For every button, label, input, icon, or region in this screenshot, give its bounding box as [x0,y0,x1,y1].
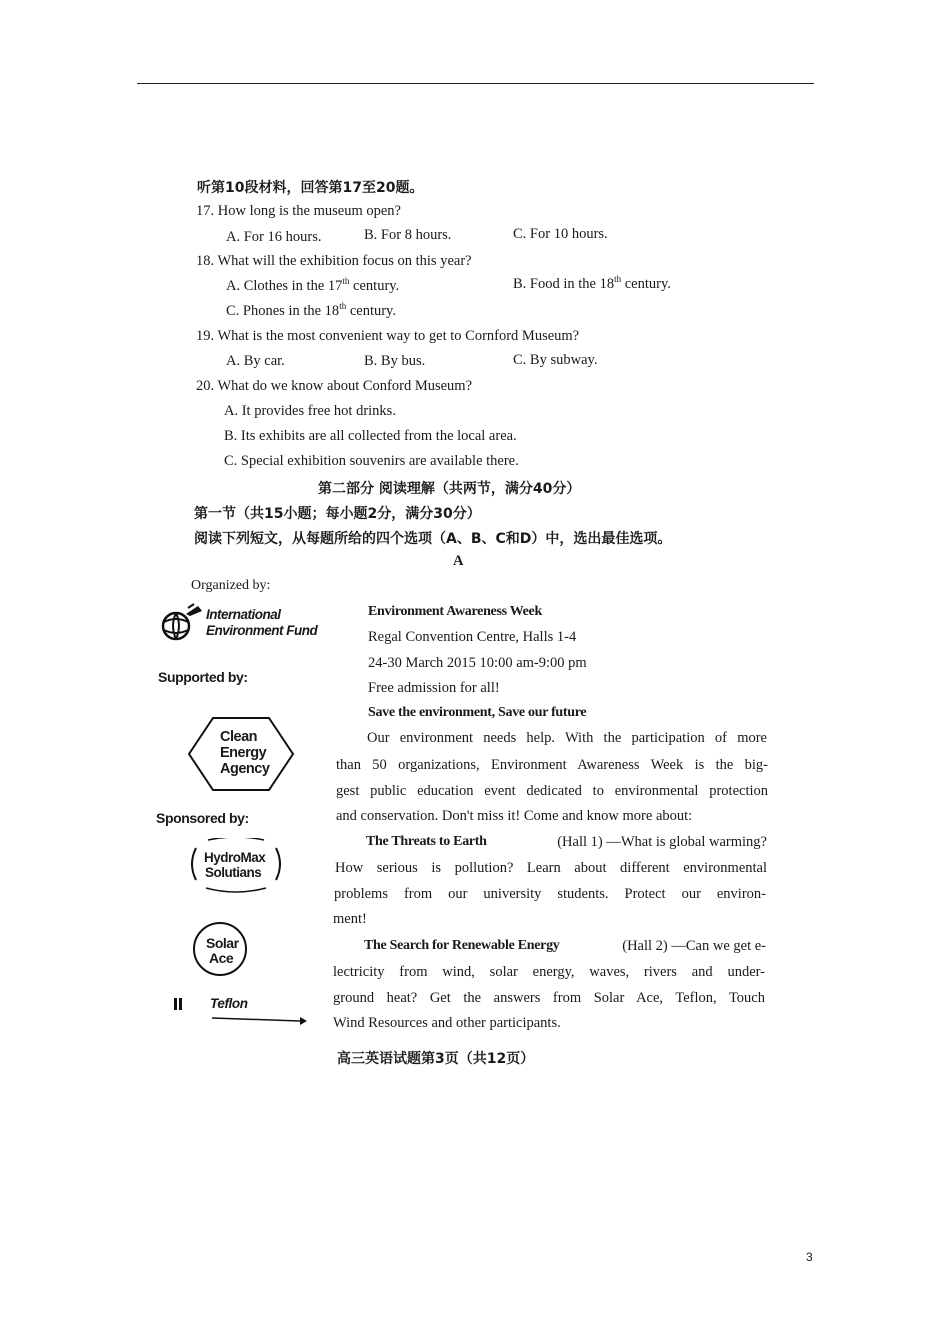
q20-option-b: B. Its exhibits are all collected from the local area. [224,428,517,444]
question-number: 20. [196,378,215,394]
question-number: 19. [196,328,215,344]
sponsor3-name: Teflon [210,996,248,1011]
sponsor2-line1: Solar [206,935,239,951]
paragraph2-heading-line [366,834,767,851]
renewable-heading: The Search for Renewable Energy [364,938,560,953]
q19-option-c: C. By subway. [513,352,598,368]
event-slogan: Save the environment, Save our future [368,705,587,720]
organizer-name-line1: International [206,607,281,622]
organized-by-label: Organized by: [191,578,271,593]
paragraph1-line2: than 50 organizations, Environment Awareness Week is the big- [336,757,768,773]
passage-label: A [453,553,464,569]
q17-option-c: C. For 10 hours. [513,226,608,242]
paragraph1-line4: and conservation. Don't miss it! Come and know more about: [336,808,693,824]
solar-ace-logo [192,921,248,977]
paragraph2-line2: problems from our university students. Protect our environ- [334,886,766,902]
question-text: What do we know about Conford Museum? [217,378,473,394]
question-number: 17. [196,203,215,219]
question-text: How long is the museum open? [217,203,401,219]
listening-intro: 听第10段材料，回答第17至20题。 [197,180,424,196]
q18-option-a: A. Clothes in the 17th century. [226,276,400,294]
organizer-name-line2: Environment Fund [206,623,318,638]
q18-option-c: C. Phones in the 18th century. [226,301,396,319]
header-rule [137,83,814,84]
section1-title: 第一节（共15小题；每小题2分，满分30分） [194,506,481,522]
sponsored-by-label: Sponsored by: [156,810,249,826]
globe-figure-icon [158,602,204,644]
hydromax-logo [186,838,286,894]
q17-option-b: B. For 8 hours. [364,227,452,243]
supporter-line3: Agency [220,761,270,777]
q19-option-b: B. By bus. [364,353,426,369]
paragraph3-line3: Wind Resources and other participants. [333,1015,561,1031]
clean-energy-agency-logo [187,716,295,792]
international-environment-fund-logo [158,602,328,646]
supported-by-label: Supported by: [158,669,248,685]
part2-title: 第二部分 阅读理解（共两节，满分40分） [318,481,581,497]
paragraph3-line1: lectricity from wind, solar energy, waves, rivers and under- [333,964,765,980]
sponsor1-line2: Solutians [205,865,262,880]
threats-hall: (Hall 1) —What is global warming? [557,834,767,850]
renewable-hall: (Hall 2) —Can we get e- [622,938,766,954]
threats-heading: The Threats to Earth [366,834,487,849]
question-20 [196,378,472,395]
question-text: What will the exhibition focus on this year? [217,253,472,269]
sponsor2-line2: Ace [209,950,234,966]
reading-instructions: 阅读下列短文，从每题所给的四个选项（A、B、C和D）中，选出最佳选项。 [194,531,672,547]
question-17 [196,203,401,220]
q20-option-a: A. It provides free hot drinks. [224,403,396,419]
page-footer: 高三英语试题第3页（共12页） [337,1051,535,1067]
supporter-line2: Energy [220,745,267,761]
q18-option-b: B. Food in the 18th century. [513,274,671,292]
question-18 [196,253,472,270]
paragraph1-line3: gest public education event dedicated to environmental protection [336,783,768,799]
question-19 [196,328,579,345]
event-venue: Regal Convention Centre, Halls 1-4 [368,629,577,645]
page-number: 3 [806,1250,813,1264]
paragraph2-line3: ment! [333,911,367,927]
event-dates: 24-30 March 2015 10:00 am-9:00 pm [368,655,587,671]
teflon-logo [172,994,308,1026]
paragraph3-line2: ground heat? Get the answers from Solar Ace, Teflon, Touch [333,990,765,1006]
event-title: Environment Awareness Week [368,604,542,619]
q20-option-c: C. Special exhibition souvenirs are available there. [224,453,519,469]
sponsor1-line1: HydroMax [204,850,266,865]
paragraph2-line1: How serious is pollution? Learn about different environmental [335,860,767,876]
paragraph1-line1: Our environment needs help. With the participation of more [367,730,767,746]
supporter-line1: Clean [220,729,257,745]
question-number: 18. [196,253,215,269]
paragraph3-heading-line [364,938,766,955]
question-text: What is the most convenient way to get to Cornford Museum? [217,328,580,344]
q19-option-a: A. By car. [226,353,285,369]
q17-option-a: A. For 16 hours. [226,229,322,245]
event-admission: Free admission for all! [368,680,500,696]
